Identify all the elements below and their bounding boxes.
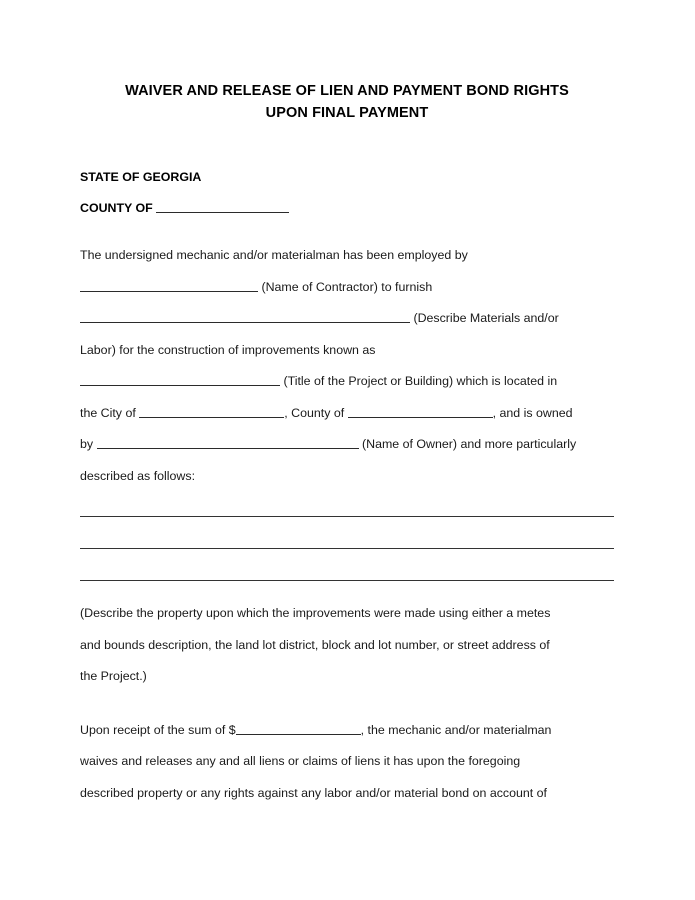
body-block	[80, 240, 614, 492]
body-line-3	[80, 303, 614, 335]
city-label: the City of	[80, 405, 136, 420]
note-line-3: the Project.)	[80, 669, 147, 683]
contractor-name-caption: (Name of Contractor) to furnish	[261, 279, 433, 294]
body-line-8: described as follows:	[80, 468, 196, 483]
note-line-1: (Describe the property upon which the improvements were made using either a metes	[80, 606, 551, 620]
project-title-caption: (Title of the Project or Building) which is located in	[283, 374, 558, 388]
note-line-2: and bounds description, the land lot district, block and lot number, or street address of	[80, 637, 550, 652]
sum-suffix: , the mechanic and/or materialman	[360, 722, 552, 737]
project-title-blank-field[interactable]	[80, 375, 280, 386]
body-line-7	[80, 429, 614, 461]
county-of-label: , County of	[284, 405, 345, 420]
body-line-5	[80, 366, 614, 398]
final-line-1	[80, 715, 614, 747]
property-description-rules	[80, 516, 614, 581]
owned-suffix: , and is owned	[492, 405, 573, 420]
owner-name-blank-field[interactable]	[97, 438, 359, 449]
contractor-name-blank-field[interactable]	[80, 280, 258, 291]
county-blank-field-2[interactable]	[348, 406, 493, 417]
body-line-2	[80, 272, 614, 304]
county-line	[80, 193, 614, 224]
owner-name-caption: (Name of Owner) and more particularly	[362, 437, 577, 451]
property-description-line-3[interactable]	[80, 580, 614, 581]
title-line-1: WAIVER AND RELEASE OF LIEN AND PAYMENT BOND RIGHTS	[125, 83, 569, 99]
document-content	[80, 0, 614, 809]
jurisdiction-block	[80, 162, 614, 224]
state-label: STATE OF GEORGIA	[80, 170, 202, 184]
body-line-1: The undersigned mechanic and/or materialman has been employed by	[80, 248, 468, 262]
title-line-2: UPON FINAL PAYMENT	[265, 105, 429, 121]
property-description-line-2[interactable]	[80, 548, 614, 549]
property-description-line-1[interactable]	[80, 516, 614, 517]
county-blank-field[interactable]	[156, 202, 289, 213]
instruction-note	[80, 598, 614, 693]
final-line-3: described property or any rights against any labor and/or material bond on account of	[80, 785, 547, 800]
page-title	[80, 0, 614, 124]
final-line-2: waives and releases any and all liens or claims of liens it has upon the foregoing	[80, 754, 521, 768]
sum-amount-blank-field[interactable]	[236, 723, 361, 734]
city-blank-field[interactable]	[139, 406, 284, 417]
body-line-4: Labor) for the construction of improvements known as	[80, 342, 376, 357]
county-label: COUNTY OF	[80, 201, 153, 215]
owned-by-label: by	[80, 437, 94, 451]
materials-description-blank-field[interactable]	[80, 312, 410, 323]
body-line-6	[80, 398, 614, 430]
release-paragraph	[80, 715, 614, 810]
materials-description-caption: (Describe Materials and/or	[413, 311, 559, 325]
sum-label: Upon receipt of the sum of $	[80, 722, 236, 737]
